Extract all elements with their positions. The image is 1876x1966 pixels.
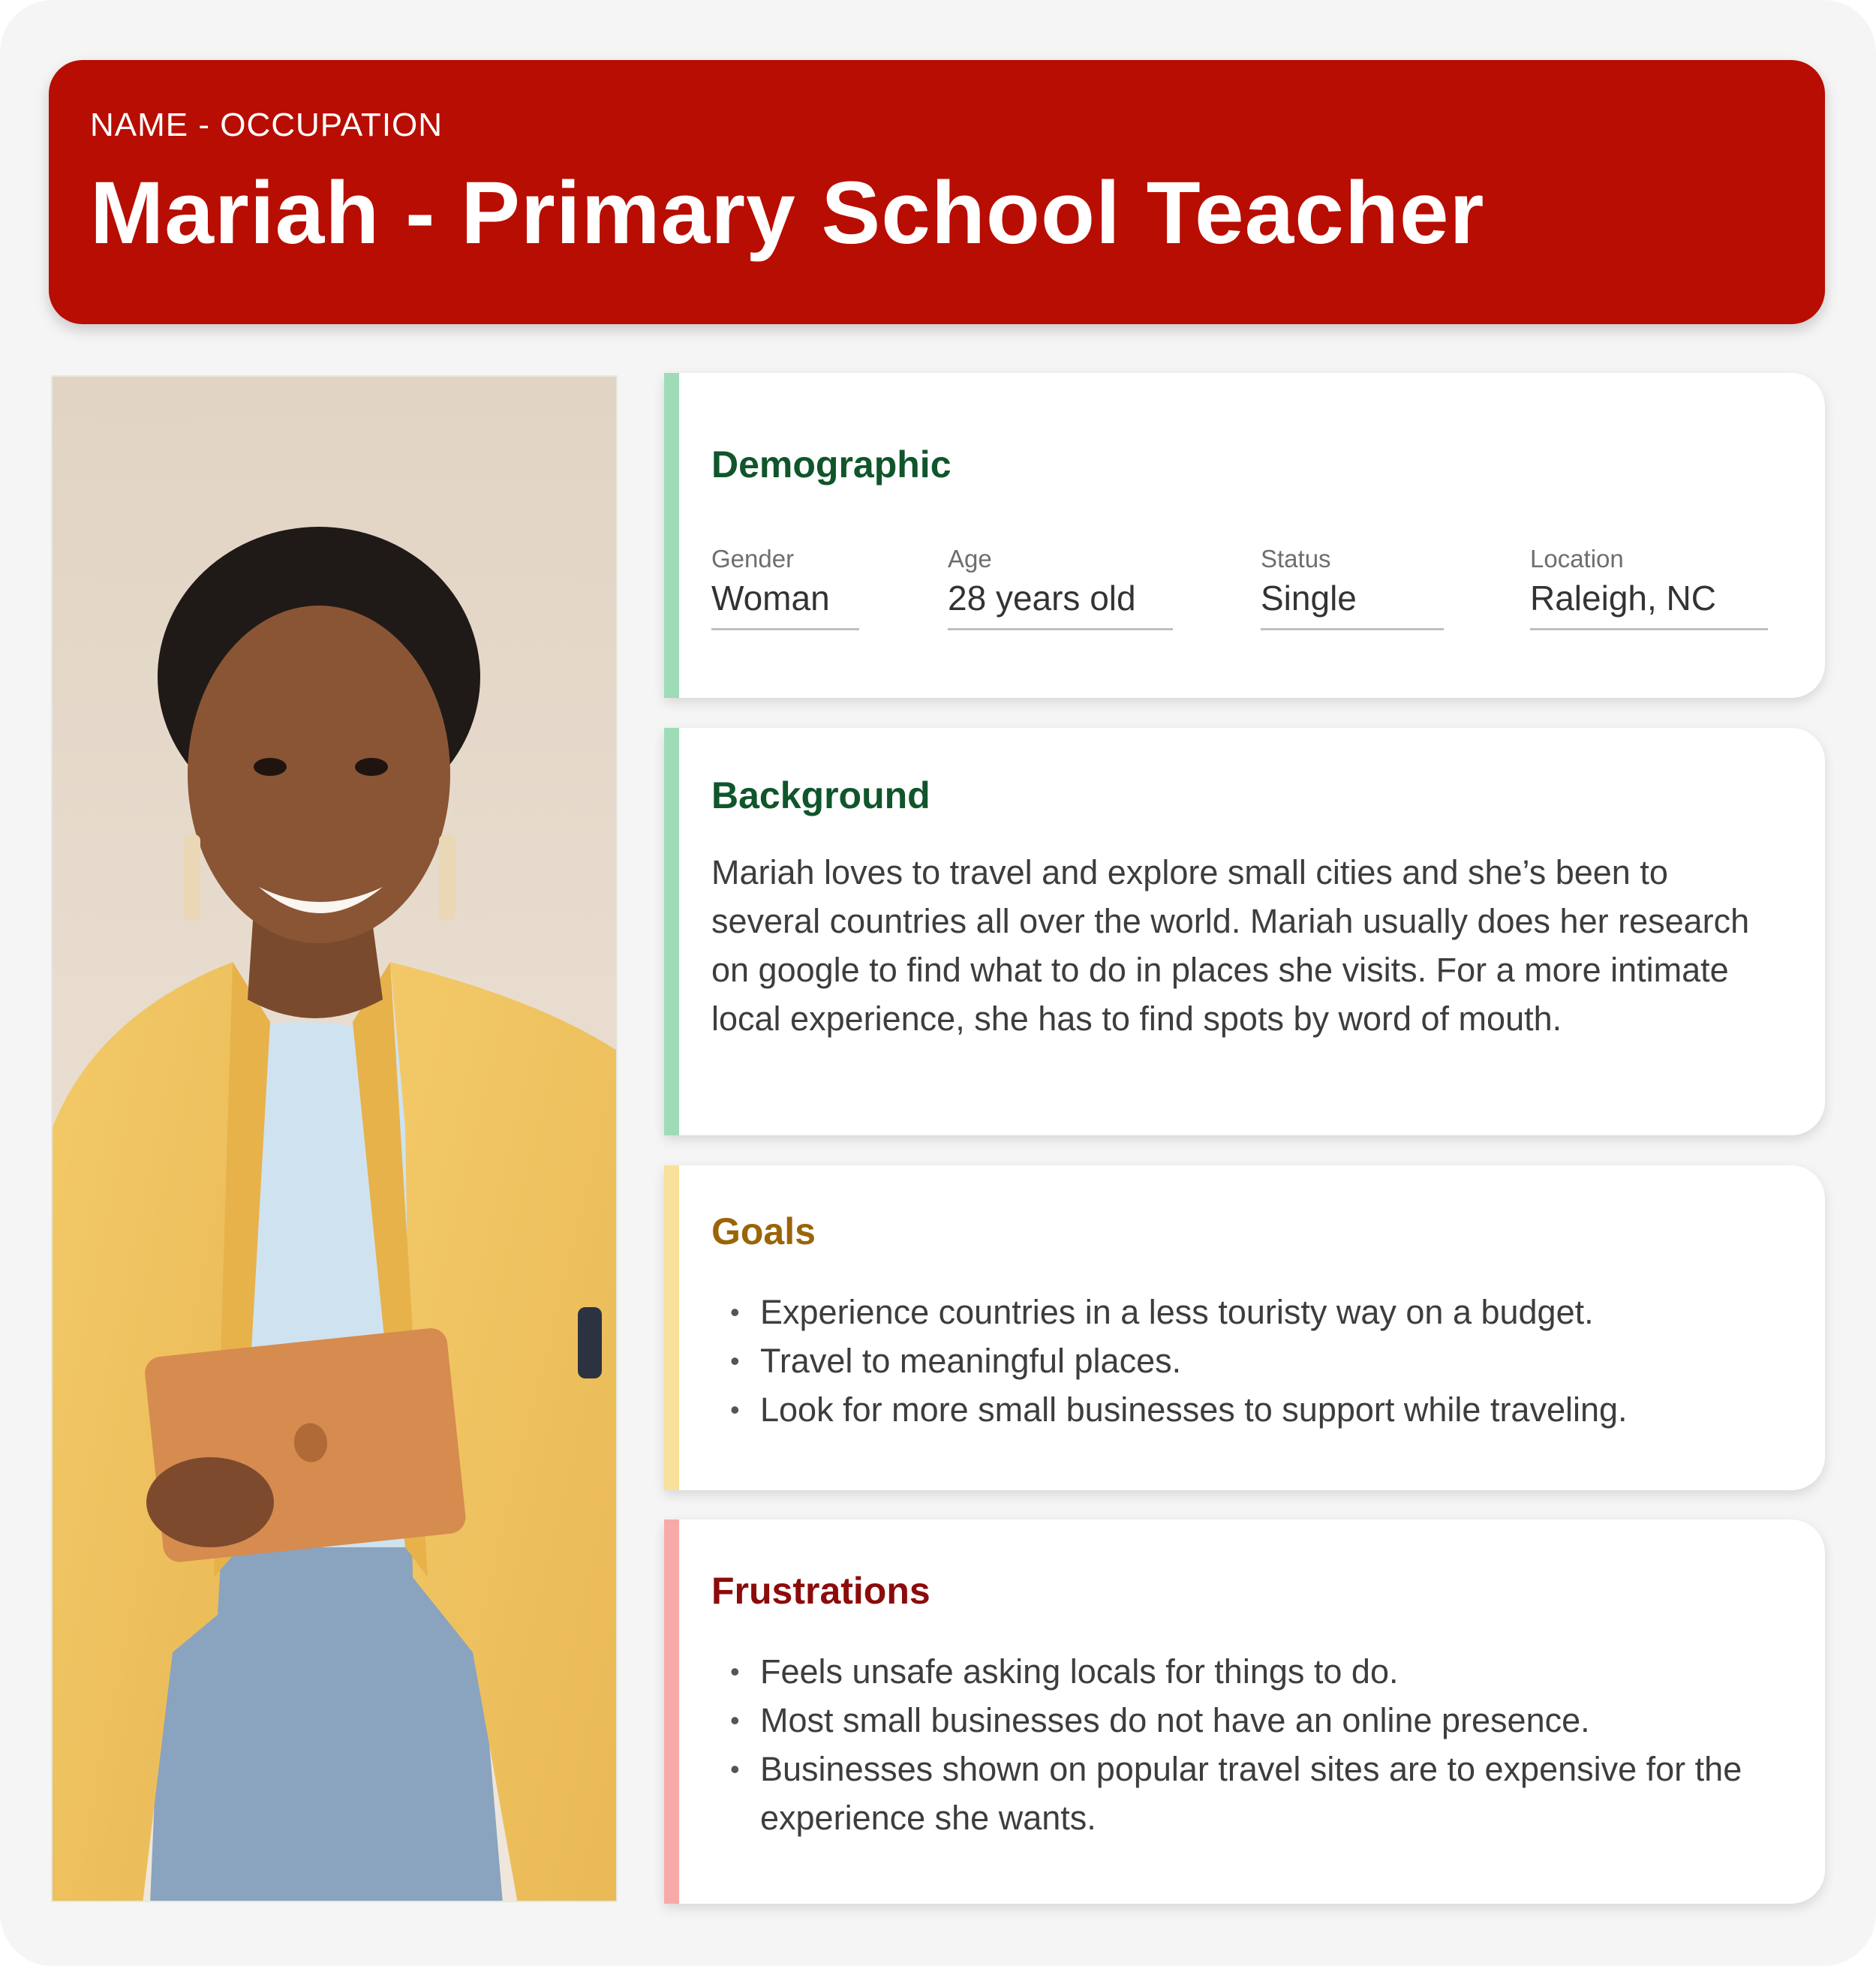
gender-value: Woman <box>711 576 859 630</box>
list-item <box>711 1745 1780 1842</box>
bullet-icon: • <box>730 1345 740 1376</box>
age-value: 28 years old <box>948 576 1173 630</box>
card-accent-bar <box>664 1520 679 1904</box>
background-title: Background <box>711 774 930 816</box>
goals-list <box>711 1288 1780 1434</box>
background-text: Mariah loves to travel and explore small cities and she’s been to several countries all over the world. Mariah usually does her research on google to find what to do in places she visits. For a more intimate local experience, she has to find spots by word of mouth. <box>711 853 1750 1038</box>
goal-text: Travel to meaningful places. <box>760 1342 1182 1380</box>
bullet-icon: • <box>730 1297 740 1327</box>
frustration-text: Most small businesses do not have an online presence. <box>760 1701 1590 1739</box>
card-accent-bar <box>664 373 679 698</box>
frustration-text: Businesses shown on popular travel sites are to expensive for the experience she wants. <box>760 1750 1742 1837</box>
frustrations-title: Frustrations <box>711 1570 930 1612</box>
header-label: NAME - OCCUPATION <box>90 107 443 143</box>
frustrations-list <box>711 1647 1780 1842</box>
location-value: Raleigh, NC <box>1530 576 1768 630</box>
gender-label: Gender <box>711 545 795 573</box>
status-value: Single <box>1261 576 1444 630</box>
bullet-icon: • <box>730 1394 740 1425</box>
location-label: Location <box>1530 545 1624 573</box>
card-accent-bar <box>664 728 679 1135</box>
list-item <box>711 1696 1780 1745</box>
frustrations-card <box>664 1520 1825 1904</box>
goal-text: Experience countries in a less touristy way on a budget. <box>760 1293 1594 1331</box>
age-field <box>948 544 1173 630</box>
status-label: Status <box>1261 545 1331 573</box>
list-item <box>711 1647 1780 1696</box>
list-item <box>711 1336 1780 1385</box>
demographic-card <box>664 373 1825 698</box>
bullet-icon: • <box>730 1754 740 1784</box>
goal-text: Look for more small businesses to support while traveling. <box>760 1390 1628 1429</box>
persona-header <box>49 60 1825 324</box>
demographic-fields <box>711 544 1780 634</box>
persona-title: Mariah - Primary School Teacher <box>90 164 1485 263</box>
frustration-text: Feels unsafe asking locals for things to do. <box>760 1652 1399 1691</box>
bullet-icon: • <box>730 1656 740 1687</box>
goals-title: Goals <box>711 1210 816 1252</box>
goals-card <box>664 1165 1825 1490</box>
bullet-icon: • <box>730 1705 740 1736</box>
gender-field <box>711 544 859 630</box>
demographic-title: Demographic <box>711 443 952 485</box>
location-field <box>1530 544 1768 630</box>
persona-photo <box>51 375 618 1902</box>
list-item <box>711 1385 1780 1434</box>
background-card <box>664 728 1825 1135</box>
status-field <box>1261 544 1444 630</box>
list-item <box>711 1288 1780 1336</box>
age-label: Age <box>948 545 992 573</box>
card-accent-bar <box>664 1165 679 1490</box>
